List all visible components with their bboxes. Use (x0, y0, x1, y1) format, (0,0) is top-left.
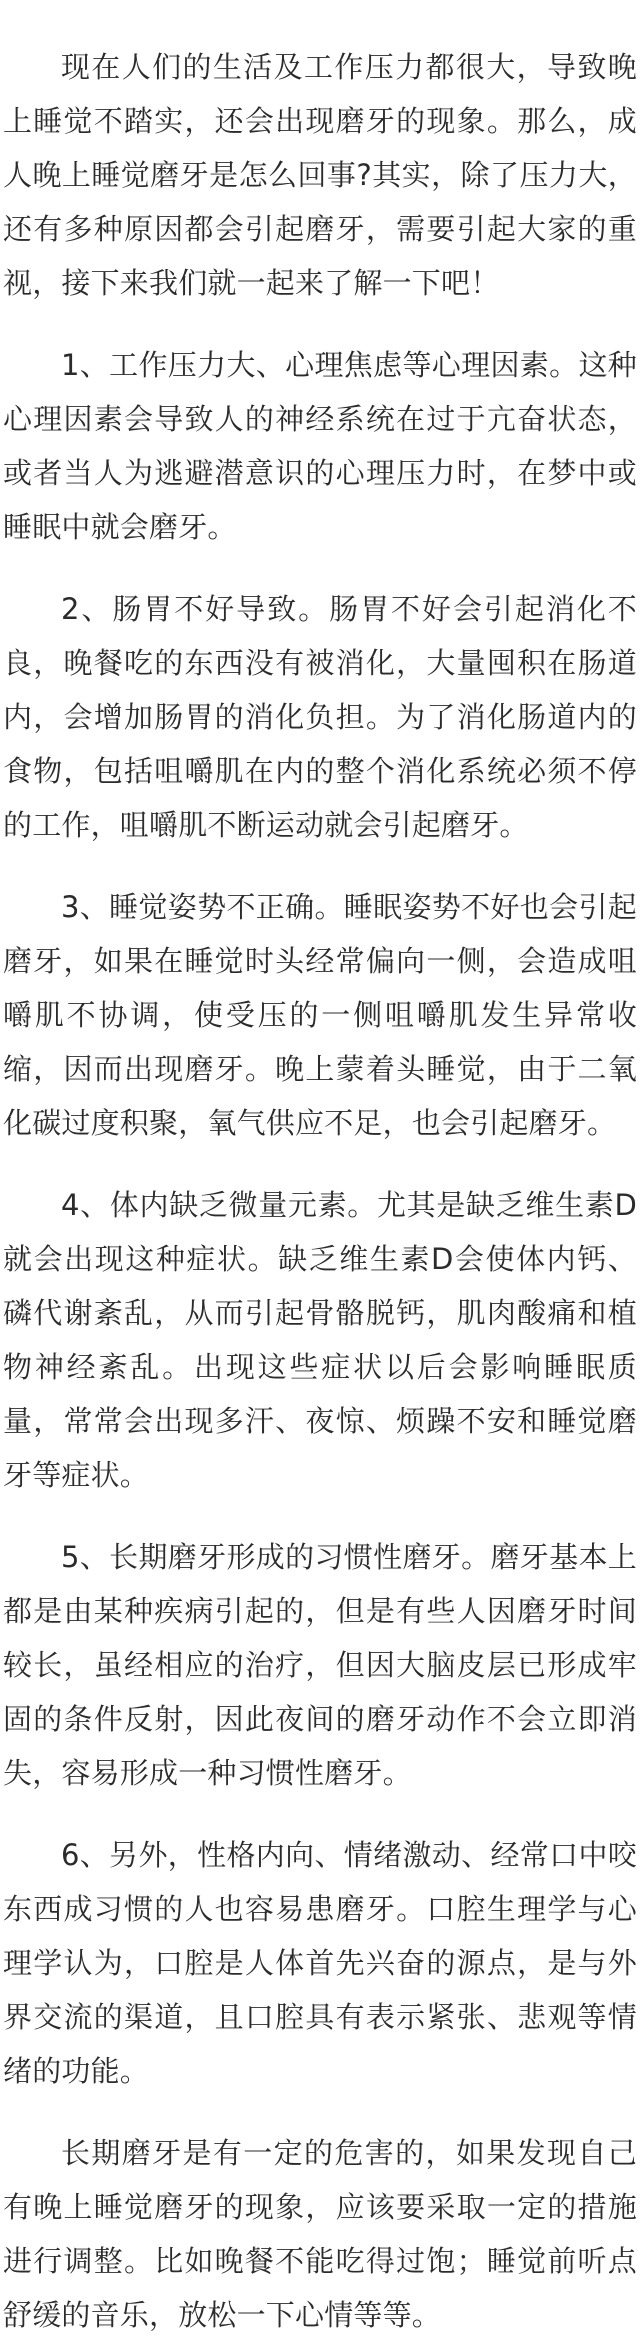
paragraph-cause-2: 2、肠胃不好导致。肠胃不好会引起消化不良，晚餐吃的东西没有被消化，大量囤积在肠道内，会增加肠胃的消化负担。为了消化肠道内的食物，包括咀嚼肌在内的整个消化系统必须不停的工作，咀嚼肌不断运动就会引起磨牙。 (3, 592, 637, 842)
paragraph-conclusion: 长期磨牙是有一定的危害的，如果发现自己有晚上睡觉磨牙的现象，应该要采取一定的措施进行调整。比如晚餐不能吃得过饱；睡觉前听点舒缓的音乐，放松一下心情等等。 (3, 2136, 637, 2332)
paragraph-intro: 现在人们的生活及工作压力都很大，导致晚上睡觉不踏实，还会出现磨牙的现象。那么，成人晚上睡觉磨牙是怎么回事?其实，除了压力大，还有多种原因都会引起磨牙，需要引起大家的重视，接下来我们就一起来了解一下吧！ (3, 50, 637, 300)
paragraph-cause-4: 4、体内缺乏微量元素。尤其是缺乏维生素D就会出现这种症状。缺乏维生素D会使体内钙、磷代谢紊乱，从而引起骨骼脱钙，肌肉酸痛和植物神经紊乱。出现这些症状以后会影响睡眠质量，常常会出现多汗、夜惊、烦躁不安和睡觉磨牙等症状。 (3, 1188, 637, 1492)
paragraph-cause-3: 3、睡觉姿势不正确。睡眠姿势不好也会引起磨牙，如果在睡觉时头经常偏向一侧，会造成咀嚼肌不协调，使受压的一侧咀嚼肌发生异常收缩，因而出现磨牙。晚上蒙着头睡觉，由于二氧化碳过度积聚，氧气供应不足，也会引起磨牙。 (3, 890, 637, 1140)
paragraph-cause-5: 5、长期磨牙形成的习惯性磨牙。磨牙基本上都是由某种疾病引起的，但是有些人因磨牙时间较长，虽经相应的治疗，但因大脑皮层已形成牢固的条件反射，因此夜间的磨牙动作不会立即消失，容易形成一种习惯性磨牙。 (3, 1540, 637, 1790)
paragraph-cause-6: 6、另外，性格内向、情绪激动、经常口中咬东西成习惯的人也容易患磨牙。口腔生理学与心理学认为，口腔是人体首先兴奋的源点，是与外界交流的渠道，且口腔具有表示紧张、悲观等情绪的功能。 (3, 1838, 637, 2088)
paragraph-cause-1: 1、工作压力大、心理焦虑等心理因素。这种心理因素会导致人的神经系统在过于亢奋状态，或者当人为逃避潜意识的心理压力时，在梦中或睡眠中就会磨牙。 (3, 348, 637, 544)
